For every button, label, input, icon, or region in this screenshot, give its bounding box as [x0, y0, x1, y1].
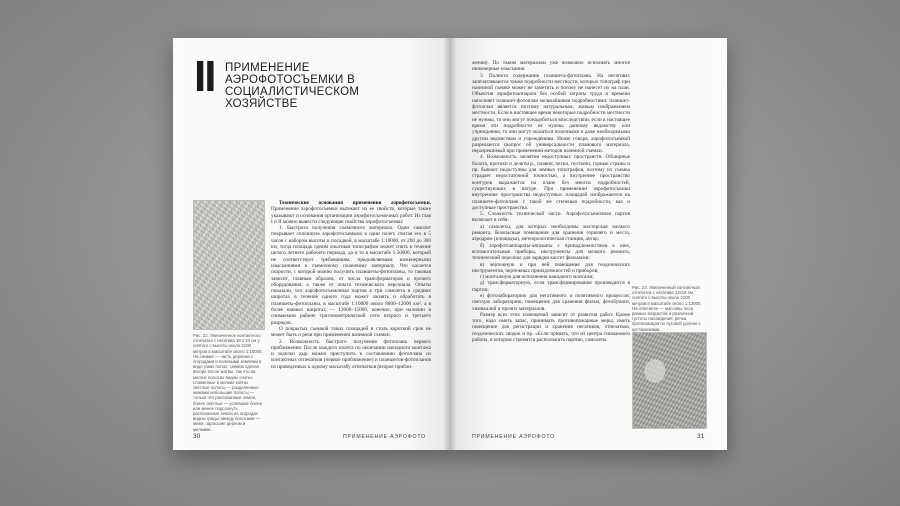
figure-22-caption: Рис. 22. Увеличенное контактного отпечатка с негатива 18 х 24 см у снятого с высоты около 2100 метров в масштабе около 1:10000. На снимке — часть деревни с огородами и полевыми землями в виде узких полос; снимок сделан вскоре после жатвы, так что на многих полосах видны снопы; сложенные в мелкие копны светлые полосы — разделенные межами небольшие полосы — только что распаханные земли, более светлые — успевшие более или менее подсохнуть распаханные земли на огородах видны гряды; между полосами — межи, заросшие дерном и мелкими.	[193, 333, 263, 432]
paragraph: а) самолеты, для которых необходимы мастерская мелкого ремонта, безопасные помещения для хранения горючего и места, аэродром (площадка), метеорологическая станция, ангар;	[472, 223, 630, 243]
aerial-photo-figure-22	[193, 200, 265, 330]
running-head-left: ПРИМЕНЕНИЕ АЭРОФОТО	[343, 434, 426, 440]
aerial-photo-figure-23	[632, 332, 707, 429]
paragraph: е) фотолабораторию для негативного и позитивного процессов; светлую лабораторию; помещение для хранения фильм, фотобумаги, химикалий и прочих материалов.	[472, 292, 630, 312]
paragraph: 2. Возможность быстрого получения фотоплана первого приближения. После каждого полета по окончании накидного монтажа и заделки дыр можно приступить к составлению фотоплана из контактных отпечатков (первое приближение) и планшетов-фотопланов из приведенных к одному масштабу отпечатков (второе прибли-	[271, 338, 431, 370]
paragraph: 5. Сложность технической части. Аэрофотосъемочная партия включает в себя:	[472, 211, 630, 224]
right-page	[450, 38, 727, 450]
figure-23-caption: Рис. 23. Увеличенный контактный отпечаток с негатива 13х18 см, снятого с высоты около 2100 метров в масштабе около 1:12000. На отпечатке — массивы леса разных возрастов и различной густоты насаждения; речка, протекающая по луговой долине с кустарниками.	[632, 285, 702, 332]
paragraph: 1. Быстрота получения съемочного материала. Один самолет покрывает сплошную аэрофотосъемкою в один полет, считая его в 5 часов с набором высоты и посадкой, в масштабе 1:10000, от 200 до 300 км, тогда площадь одним опытным топографом может снять в течение целого летнего рабочего периода, да и то в масштабе 1:50000, который не соответствует требованиям, предъявляемым инженерными изысканиями к съемочному плановому материалу. Что касается скорости, с которой можно получить планшеты-фотопланы, то таковая зависит, главным образом, от числа трансформаторов и прочего оборудования, а также от опыта технического персонала. Опыты показали, что аэрофотосъемочная партия в три самолета в средних широтах в течение одного года может заснять и обработать в планшеты-фотопланы, в масштабе 1:10000 около 8000–12000 км², а в более южных широтах — 12000–15000, конечно, при наличии в снимаемом районе тригонометрической сети второго и третьего разрядов.	[271, 225, 431, 326]
chapter-number: II	[194, 52, 215, 101]
chapter-title: ПРИМЕНЕНИЕ АЭРОФОТОСЪЕМКИ В СОЦИАЛИСТИЧЕСКОМ ХОЗЯЙСТВЕ	[225, 62, 360, 110]
paragraph: О покрытых съемкой таких площадей в столь короткий срок не может быть и речи при применении наземной съемки.	[271, 325, 431, 339]
paragraph: Применение аэрофотосъемки вытекает из ее свойств, которые также указывают и основания организации аэрофотосъемочных работ. Из глав I и II можно вывести следующие свойства аэрофотосъемки:	[271, 206, 431, 225]
paragraph: Размер всех этих помещений зависит от развития работ. Кроме того, надо иметь запас, принимать противопожарные меры, иметь помещение для регистрации и хранения негативов, отпечатков, геодезических сводок и пр. «Если принять, что из центра снимаемого района, в котором стремятся расположить партию, самолеты	[472, 311, 630, 344]
book-gutter	[443, 38, 457, 450]
book-spread	[173, 38, 727, 450]
paragraph: 3. Полнота содержания планшета-фотоплана. На негативах запечатлеваются также подробности местности, которых топограф при наземной съемке может не заметить и потому не нанесет их на план. Объектив аэрофотоаппарата без особой затраты труда и времени наполняет планшет-фотоплан мельчайшими подробностями; планшет-фотоплан является поэтому натуральным, живым изображением местности. Если в настоящее время некоторые подробности местности не нужны, то они могут понадобиться впоследствии; если в настоящее время эти подробности не нужны данному ведомству или учреждению, то они могут оказаться полезными и даже необходимыми другим ведомствам и учреждениям. Иначе говоря, аэрофотосъемкой разрешается (вопрос об универсальности планового материала, неразрешимый при применении методов наземной съемки.	[472, 72, 630, 155]
paragraph: д) трансформаторную, если трансформирование производится в партии;	[472, 280, 630, 293]
page-number-left: 30	[193, 433, 201, 440]
paragraph: б) аэрофотоаппараты-автоматы с принадлежностями к ним, вспомогательные приборы, инструменты для мелкого ремонта, технический персонал для зарядки кассет фильмами;	[472, 242, 630, 262]
page-number-right: 31	[697, 433, 705, 440]
paragraph: жения). По таким материалам уже возможно исполнять многие инженерные изыскания.	[472, 60, 630, 73]
left-page	[173, 38, 450, 450]
left-text-column	[271, 200, 431, 370]
paragraph: в) чертежную и при ней помещение для геодезических инструментов, чертежных принадлежностей и приборов;	[472, 261, 630, 274]
right-text-column	[472, 60, 630, 343]
paragraph: г) монтажную для исполнения накидного монтажа;	[480, 274, 594, 281]
running-head-right: ПРИМЕНЕНИЕ АЭРОФОТО	[472, 434, 555, 440]
paragraph: 4. Возможность заснятия недоступных пространств. Обширные болота, протоки и дельты р., плавни, пески, пустыни, горные страны и пр. бывают недоступны для земных топографов, поэтому их съемка страдает недостаточной точностью, а внутреннее пространство контуров выражается на плане без многих подробностей, существующих в натуре. При применении аэрофотосъемки внутренние пространства недоступных площадей изображаются на планшете-фотоплане с такой же степенью подробности, как и доступные пространства.	[472, 154, 630, 211]
section-intro-paragraph	[271, 200, 431, 225]
section-heading: Технические основания применения аэрофотосъемки.	[279, 200, 431, 206]
